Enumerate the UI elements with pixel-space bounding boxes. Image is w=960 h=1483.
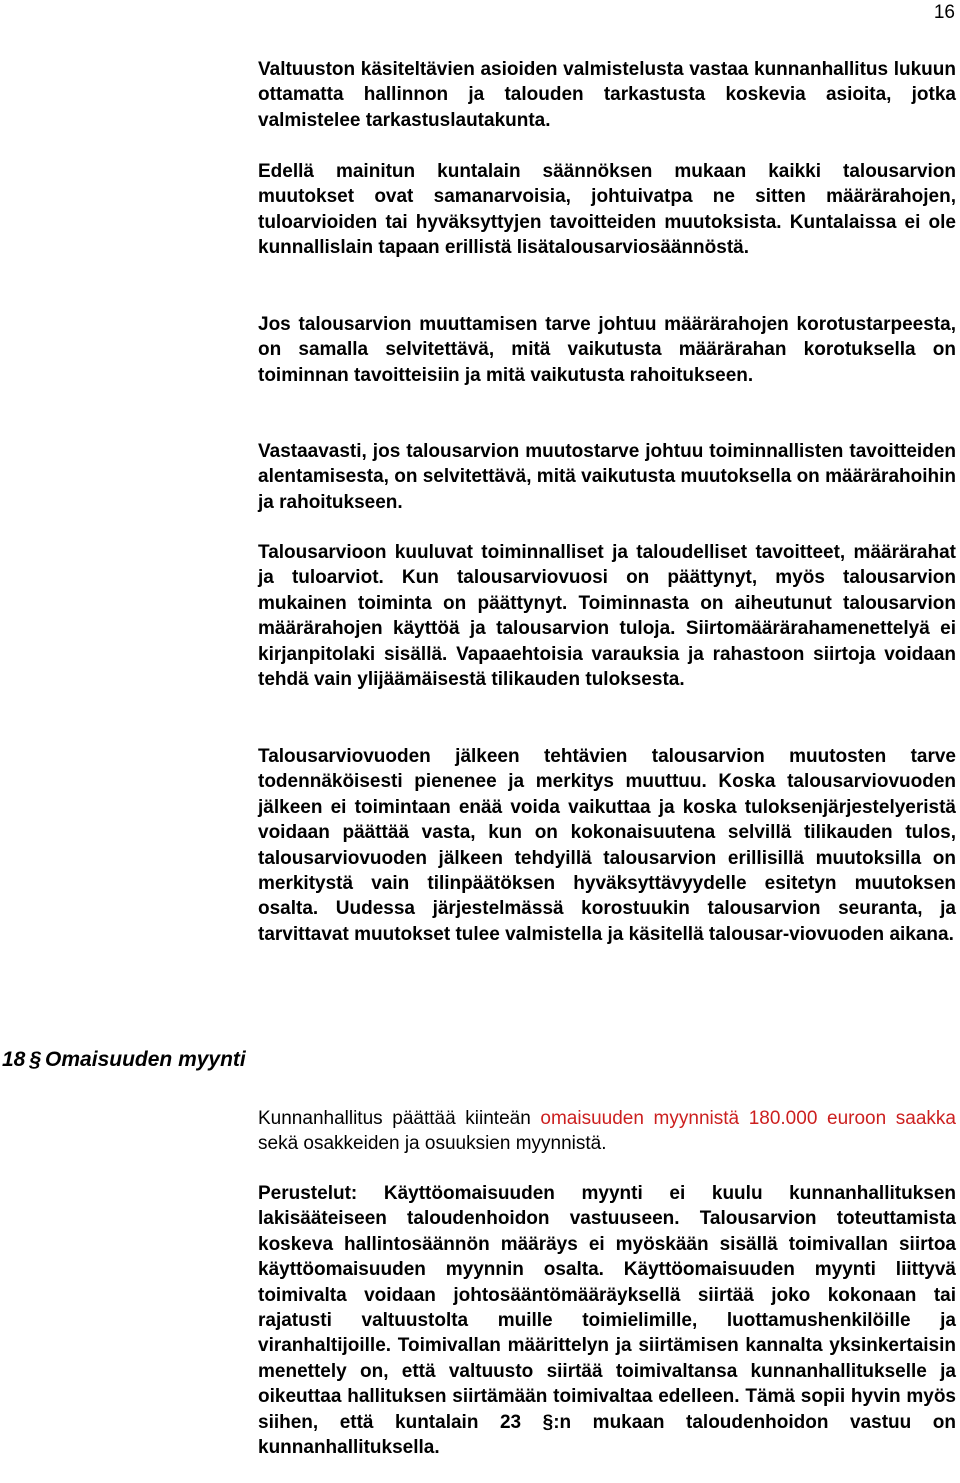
rationale-text: Perustelut: Käyttöomaisuuden myynti ei kuulu kunnanhallituksen lakisääteiseen taloudenhoidon vastuuseen. Talousarvion toteuttamista koskeva hallintosäännön määräys ei myöskään sisällä toimivallan siirtoa käyttöomaisuuden myynnin osalta. Käyttöomaisuuden myynti liittyvä toimivalta voidaan johtosääntömääräyksellä siirtää joko kokonaan tai rajatusti valtuustolta muille toimielimille, luottamushenkilöille ja viranhaltijoille. Toimivallan määrittelyn ja siirtämisen kannalta yksinkertaisin menettely on, että valtuusto siirtää toimivaltansa kunnanhallitukselle ja oikeuttaa hallituksen siirtämään toimivaltaa edelleen. Tämä sopii hyvin myös siihen, että kuntalain 23 [258,1183,956,1433]
proposal-text-before: Kunnanhallitus päättää kiinteän [258,1108,541,1129]
proposal-text-after: sekä osakkeiden ja osuuksien myynnistä. [258,1133,607,1155]
section-rationale [258,1181,956,1460]
paragraph-preparation: Valtuuston käsiteltävien asioiden valmistelusta vastaa kunnanhallitus lukuun ottamatta hallinnon ja talouden tarkastusta koskevia asioita, jotka valmistelee tarkastuslautakunta. [258,59,956,131]
section-title: Omaisuuden myynti [45,1048,246,1071]
section-proposal [258,1106,956,1157]
rationale-section-sign: § [542,1411,554,1433]
proposal-highlight: omaisuuden myynnistä 180.000 euroon saakka [540,1108,956,1129]
section-sign: § [29,1048,42,1071]
section-number: 18 [2,1048,26,1071]
paragraph-appropriation-increase: Jos talousarvion muuttamisen tarve johtuu määrärahojen korotustarpeesta, on samalla selvitettävä, mitä vaikutusta määrärahan korotuksella on toiminnan tavoitteisiin ja mitä vaikutusta rahoitukseen. [258,314,956,386]
paragraph-target-reduction: Vastaavasti, jos talousarvion muutostarve johtuu toiminnallisten tavoitteiden alentamisesta, on selvitettävä, mitä vaikutusta muutoksella on määrärahoihin ja rahoitukseen. [258,441,956,513]
rationale-text-end: :n mukaan taloudenhoidon vastuu on kunnanhallituksella. [258,1411,957,1459]
page-number: 16 [933,2,955,23]
paragraph-post-year-changes: Talousarviovuoden jälkeen tehtävien talousarvion muutosten tarve todennäköisesti pienenee ja merkitys muuttuu. Koska talousarviovuoden jälkeen ei toimintaan enää voida vaikuttaa ja koska tuloksenjärjestelyeristä voidaan päättää vasta, kun on kokonaisuutena selvillä tilikauden tulos, talousarviovuoden jälkeen tehdyillä talousarvion erillisillä muutoksilla on merkitystä vain tilinpäätöksen hyväksyttävyydelle esitetyn muutoksen osalta. Uudessa järjestelmässä korostuukin talousarvion seuranta, ja tarvittavat muutokset tulee valmistella ja käsitellä talousar-viovuoden aikana. [258,746,956,945]
section-heading [2,1046,246,1074]
paragraph-budget-contents: Talousarvioon kuuluvat toiminnalliset ja taloudelliset tavoitteet, määrärahat ja tuloarviot. Kun talousarviovuosi on päättynyt, myös talousarvion mukainen toiminta on päättynyt. Toiminnasta on aiheutunut talousarvion määrärahojen käyttöä ja talousarvion tuloja. Siirtomäärärahamenettelyä ei kirjanpitolaki sisällä. Vapaaehtoisia varauksia ja rahastoon siirtoja voidaan tehdä vain ylijäämäisestä tilikauden tuloksesta. [258,542,956,691]
paragraph-budget-changes: Edellä mainitun kuntalain säännöksen mukaan kaikki talousarvion muutokset ovat samanarvoisia, johtuivatpa ne sitten määrärahojen, tuloarvioiden tai hyväksyttyjen tavoitteiden muutoksista. Kuntalaissa ei ole kunnallislain tapaan erillistä lisätalousarviosäännöstä. [258,161,956,259]
